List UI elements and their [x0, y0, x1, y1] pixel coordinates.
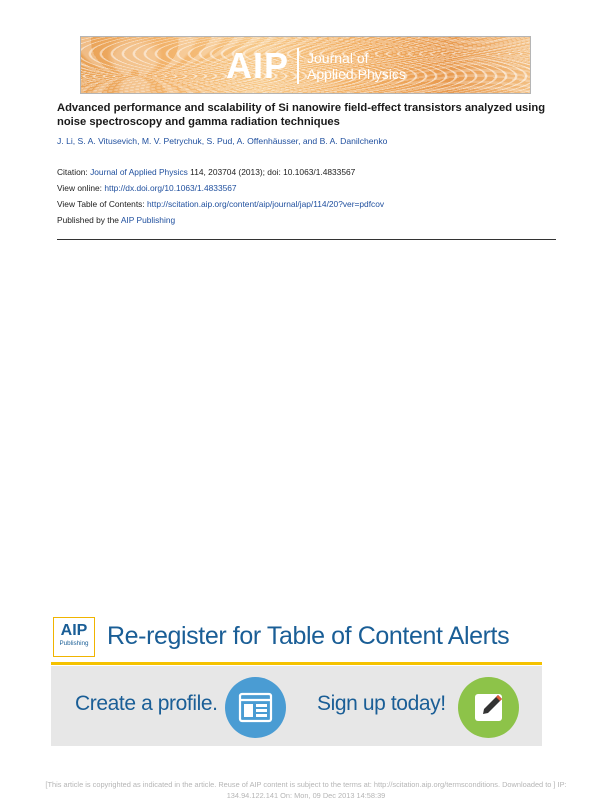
aip-publishing-logo[interactable]: [53, 617, 95, 657]
aip-wordmark: AIP: [226, 45, 290, 86]
edit-note-icon-graphic: [458, 677, 519, 738]
logo-divider: [297, 48, 299, 84]
download-info: 134.94.122.141 On: Mon, 09 Dec 2013 14:58:39: [226, 791, 386, 800]
journal-logo: [226, 47, 406, 85]
toc-label: View Table of Contents:: [57, 199, 145, 209]
copyright-notice: [This article is copyrighted as indicated in the article. Reuse of AIP content is subject to the terms at: http://scitation.aip.org/termsconditions. Downloaded to ] IP:: [45, 780, 567, 789]
citation-line: [57, 167, 355, 177]
toc-line: [57, 199, 384, 209]
header-divider: [57, 239, 556, 240]
publisher-link[interactable]: AIP Publishing: [120, 215, 176, 225]
ad-accent-rule: [51, 662, 542, 665]
create-profile-text[interactable]: Create a profile.: [75, 692, 218, 715]
toc-link[interactable]: http://scitation.aip.org/content/aip/journal/jap/114/20?ver=pdfcov: [147, 199, 385, 209]
citation-label: Citation:: [57, 167, 88, 177]
journal-name-line1: Journal of: [307, 50, 369, 66]
citation-journal-link[interactable]: Journal of Applied Physics: [90, 167, 188, 177]
article-authors[interactable]: J. Li, S. A. Vitusevich, M. V. Petrychuk, S. Pud, A. Offenhäusser, and B. A. Danilchenko: [57, 136, 388, 146]
profile-window-icon-graphic: [225, 677, 286, 738]
doi-link[interactable]: http://dx.doi.org/10.1063/1.4833567: [104, 183, 237, 193]
publisher-prefix: Published by the: [57, 215, 119, 225]
profile-window-icon[interactable]: [225, 677, 286, 738]
publisher-line: [57, 215, 175, 225]
view-online-label: View online:: [57, 183, 103, 193]
ad-logo-publishing: Publishing: [59, 640, 89, 647]
sign-up-text[interactable]: Sign up today!: [317, 692, 446, 715]
ad-headline[interactable]: Re-register for Table of Content Alerts: [107, 622, 510, 650]
journal-name-line2: Applied Physics: [307, 66, 406, 82]
journal-banner[interactable]: [80, 36, 531, 94]
journal-name: [307, 50, 406, 82]
view-online-line: [57, 183, 237, 193]
article-title: Advanced performance and scalability of Si nanowire field-effect transistors analyzed using noise spectroscopy and gamma radiation techniques: [57, 102, 546, 128]
ad-logo-aip: AIP: [60, 622, 88, 639]
citation-details: 114, 203704 (2013); doi: 10.1063/1.4833567: [190, 167, 356, 177]
edit-note-icon[interactable]: [458, 677, 519, 738]
